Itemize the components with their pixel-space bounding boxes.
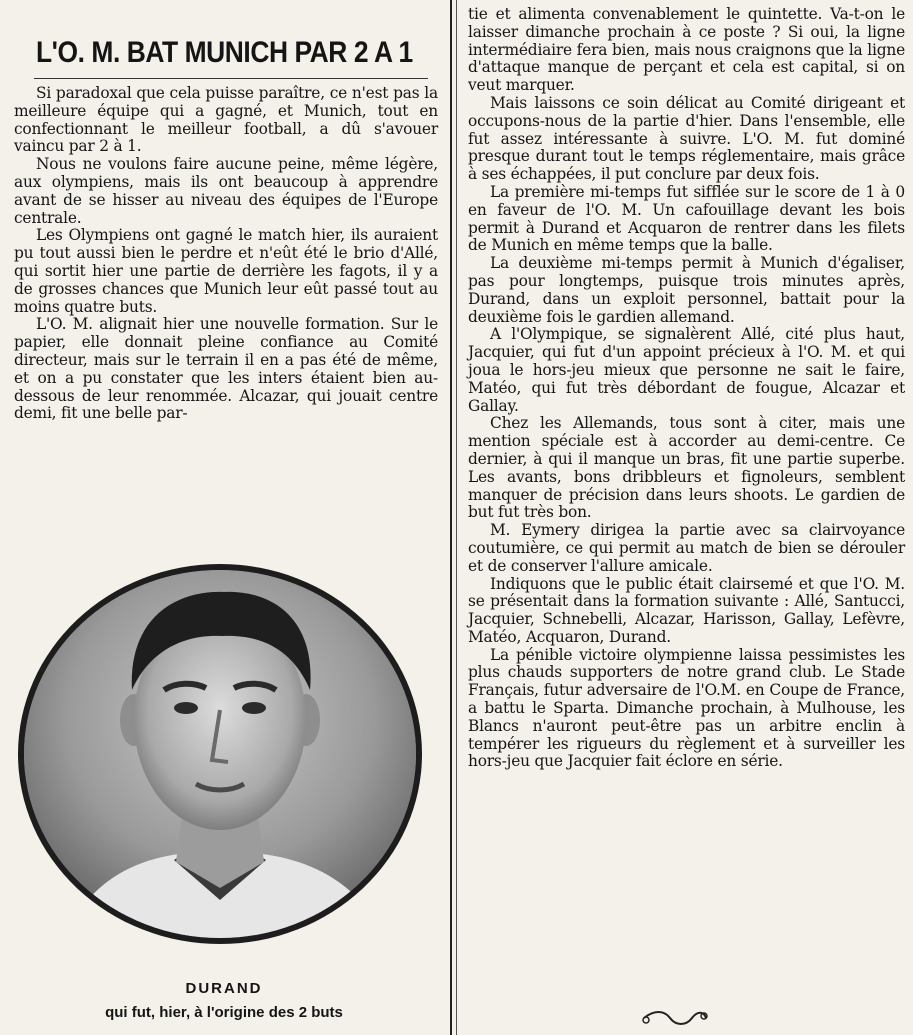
right-paragraph: Chez les Allemands, tous sont à citer, mais une mention spéciale est à accorder au demi-centre. Ce dernier, à qui il manque un bras, fit une partie superbe. Les avants, bons dribbleurs et fignoleurs, semblent manquer de précision dans leurs shoots. Le gardien de but fut très bon. xyxy=(468,414,905,522)
right-column xyxy=(458,0,913,1035)
right-paragraph: Indiquons que le public était clairsemé et que l'O. M. se présentait dans la formation suivante : Allé, Santucci, Jacquier, Schnebelli, Alcazar, Harisson, Gallay, Lefèvre, Matéo, Acquaron, Durand. xyxy=(468,574,905,646)
left-paragraph: Les Olympiens ont gagné le match hier, ils auraient pu tout aussi bien le perdre et n'eût été le brio d'Allé, qui sortit hier une partie de derrière les fagots, il y a de grosses chances que Munich leur eût passé tout au moins quatre buts. xyxy=(14,226,438,316)
headline-rule xyxy=(34,78,428,79)
left-paragraph: Si paradoxal que cela puisse paraître, ce n'est pas la meilleure équipe qui a gagné, et Munich, tout en confectionnant le meilleur football, a dû s'avouer vaincu par 2 à 1. xyxy=(14,84,438,156)
right-paragraph: A l'Olympique, se signalèrent Allé, cité plus haut, Jacquier, qui fut d'un appoint précieux à l'O. M. et qui joua le hors-jeu mieux que personne ne sait le faire, Matéo, qui fut très débordant de fougue, Alcazar et Gallay. xyxy=(468,325,905,415)
column-divider xyxy=(450,0,452,1035)
left-paragraph: L'O. M. alignait hier une nouvelle formation. Sur le papier, elle donnait pleine confiance au Comité directeur, mais sur le terrain il en a pas été de même, et on a pu constater que les inters étaient bien au-dessous de leur renommée. Alcazar, qui jouait centre demi, fit une belle par- xyxy=(14,315,438,423)
right-paragraph: Mais laissons ce soin délicat au Comité dirigeant et occupons-nous de la partie d'hier. Dans l'ensemble, elle fut assez intéressante à suivre. L'O. M. fut dominé presque durant tout le temps réglementaire, mais grâce à ses échappées, il put conclure par deux fois. xyxy=(468,93,905,184)
portrait-illustration xyxy=(24,570,416,938)
article-headline: L'O. M. BAT MUNICH PAR 2 A 1 xyxy=(36,36,413,69)
right-paragraph: La deuxième mi-temps permit à Munich d'égaliser, pas pour longtemps, puisque trois minutes après, Durand, dans un exploit personnel, battait pour la deuxième fois le gardien allemand. xyxy=(468,254,905,326)
photo-caption-subtitle: qui fut, hier, à l'origine des 2 buts xyxy=(105,1004,343,1021)
right-paragraph: La première mi-temps fut sifflée sur le score de 1 à 0 en faveur de l'O. M. Un cafouillage devant les bois permit à Durand et Acquaron de rentrer dans les filets de Munich en même temps que la balle. xyxy=(468,182,905,255)
left-paragraph: Nous ne voulons faire aucune peine, même légère, aux olympiens, mais ils ont beaucoup à apprendre avant de se hisser au niveau des équipes de l'Europe centrale. xyxy=(14,155,438,227)
right-paragraph: M. Eymery dirigea la partie avec sa clairvoyance coutumière, ce qui permit au match de bien se dérouler et de conserver l'allure amicale. xyxy=(468,521,905,575)
portrait-photo xyxy=(14,560,432,960)
right-continuation: tie et alimenta convenablement le quintette. Va-t-on le laisser dimanche prochain à ce poste ? Si oui, la ligne intermédiaire fera bien, mais nous craignons que la ligne d'attaque manque de perçant et cela est capital, si on veut marquer. xyxy=(468,5,905,95)
column-divider-thin xyxy=(456,0,457,1035)
right-paragraph: La pénible victoire olympienne laissa pessimistes les plus chauds supporters de notre grand club. Le Stade Français, futur adversaire de l'O.M. en Coupe de France, a battu le Sparta. Dimanche prochain, à Mulhouse, les Blancs n'auront peut-être pas un arbitre enclin à tempérer les rigueurs du règlement et à surveiller les hors-jeu que Jacquier fait éclore en série. xyxy=(468,645,905,771)
scroll-ornament-icon xyxy=(640,1008,710,1028)
photo-caption-name: DURAND xyxy=(185,980,263,997)
portrait-frame xyxy=(18,564,422,944)
